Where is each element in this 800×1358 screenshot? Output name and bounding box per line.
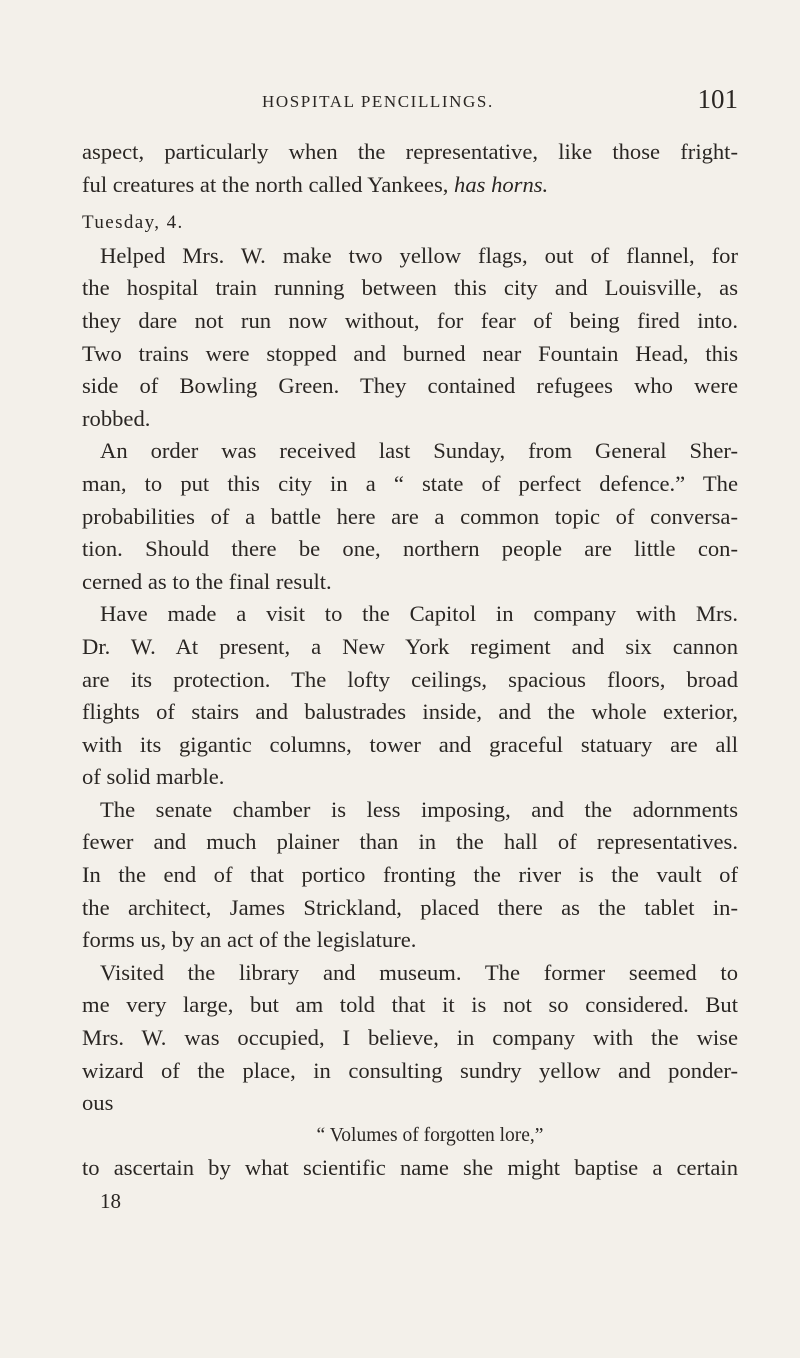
- block-quote: “ Volumes of forgotten lore,”: [316, 1124, 544, 1146]
- text-line: me very large, but am told that it is not so considered. But: [82, 992, 738, 1018]
- text-line: forms us, by an act of the legislature.: [82, 927, 417, 953]
- emphasis-text: has horns.: [454, 171, 549, 197]
- signature-mark: 18: [100, 1189, 121, 1213]
- page-number: 101: [697, 84, 738, 114]
- text-line: the hospital train running between this city and Louisville, as: [82, 275, 738, 301]
- text-line: they dare not run now without, for fear of being fired into.: [82, 307, 738, 333]
- text-line: man, to put this city in a “ state of perfect defence.” The: [82, 470, 738, 496]
- text-segment: ful creatures at the north called Yankees,: [82, 171, 455, 197]
- text-line: the architect, James Strickland, placed there as the tablet in-: [82, 894, 738, 920]
- date-heading: Tuesday, 4.: [82, 212, 184, 234]
- text-line: Have made a visit to the Capitol in company with Mrs.: [100, 601, 738, 627]
- text-line: probabilities of a battle here are a common topic of conversa-: [82, 503, 738, 529]
- text-line: Mrs. W. was occupied, I believe, in company with the wise: [82, 1025, 738, 1051]
- text-line: flights of stairs and balustrades inside, and the whole exterior,: [82, 699, 738, 725]
- text-line: [82, 169, 738, 202]
- text-line: are its protection. The lofty ceilings, spacious floors, broad: [82, 666, 738, 692]
- text-line: Helped Mrs. W. make two yellow flags, out of flannel, for: [100, 242, 738, 268]
- text-line: robbed.: [82, 405, 151, 431]
- text-line: to ascertain by what scientific name she might baptise a certain: [82, 1155, 738, 1181]
- text-line: In the end of that portico fronting the river is the vault of: [82, 862, 738, 888]
- text-line: wizard of the place, in consulting sundry yellow and ponder-: [82, 1057, 738, 1083]
- text-line: side of Bowling Green. They contained refugees who were: [82, 373, 738, 399]
- text-line: of solid marble.: [82, 764, 225, 790]
- text-line: Visited the library and museum. The former seemed to: [100, 959, 738, 985]
- text-line: Dr. W. At present, a New York regiment and six cannon: [82, 633, 738, 659]
- text-line: cerned as to the final result.: [82, 568, 332, 594]
- page-header: [82, 86, 738, 120]
- text-line: with its gigantic columns, tower and graceful statuary are all: [82, 731, 738, 757]
- body-text: [82, 136, 738, 1218]
- text-line: An order was received last Sunday, from General Sher-: [100, 438, 738, 464]
- text-line: Two trains were stopped and burned near Fountain Head, this: [82, 340, 738, 366]
- text-line: The senate chamber is less imposing, and the adornments: [100, 796, 738, 822]
- text-line: tion. Should there be one, northern people are little con-: [82, 536, 738, 562]
- text-line: ous: [82, 1090, 114, 1116]
- text-line: fewer and much plainer than in the hall of representatives.: [82, 829, 738, 855]
- running-head: HOSPITAL PENCILLINGS.: [262, 92, 494, 111]
- text-line: aspect, particularly when the representative, like those fright-: [82, 139, 738, 164]
